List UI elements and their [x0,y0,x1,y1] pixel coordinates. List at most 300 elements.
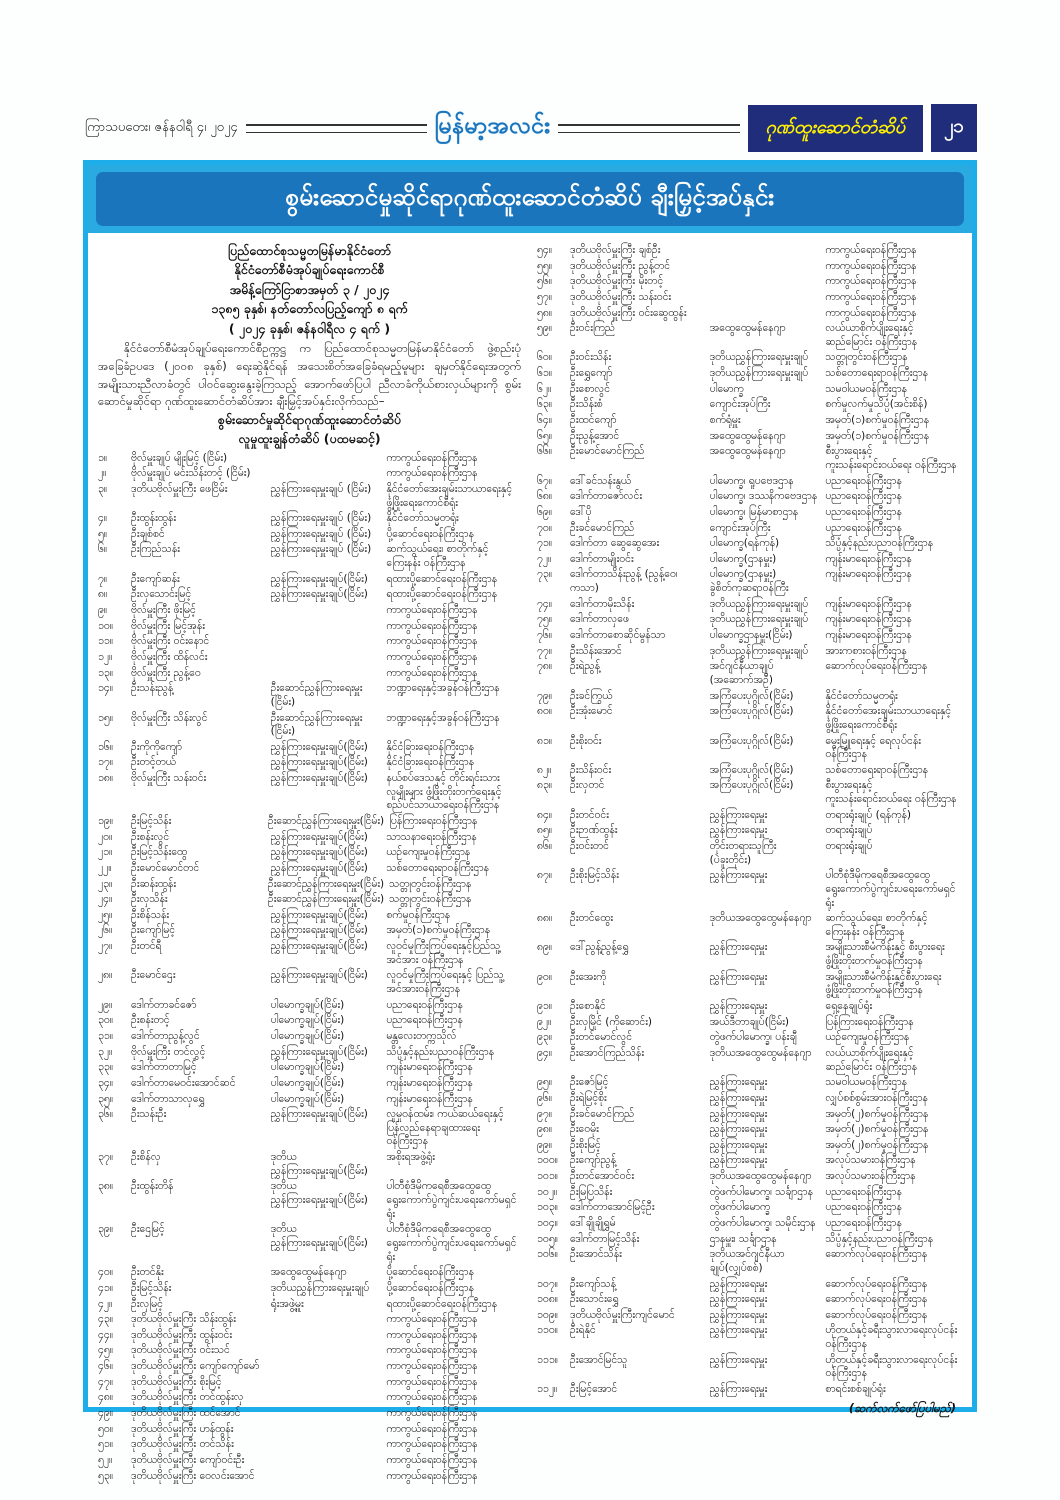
entry-name: ဦးတင်ဝင်း [570,808,609,821]
entry-department: နိုင်ငံတော်သမ္မတရုံး [825,689,898,702]
list-item [98,1077,521,1091]
list-item [537,598,960,612]
article-box [83,160,977,1482]
list-item [537,1047,960,1074]
article-title: စွမ်းဆောင်မှုဆိုင်ရာဂုဏ်ထူးဆောင်တံဆိပ် ချီးမြှင့်အပ်နှင်း [96,172,964,226]
list-item [537,1016,960,1030]
entry-name: ဒုတိယဗိုလ်မှူးကြီး ချစ်ဦး [570,244,661,256]
entry-department: အမျိုးသားစီမံကိန်းနှင့်စီးပွားရေး ဖွံ့ဖြိုးတိုးတက်မှုဝန်ကြီးဌာန [825,970,942,997]
entry-name: ဦးတင်မောင်လွင် [570,1031,633,1044]
entry-position: ဦးဆောင်ညွှန်ကြားရေးမှူး(ငြိမ်း) [267,893,385,906]
entry-position: ညွှန်ကြားရေးမှူး [709,970,768,983]
entry-name: ဦးတင်ထွေး [570,912,614,925]
entry-name: ဗိုလ်မှူးချုပ် မင်းသိန်းတင့် (ငြိမ်း) [131,467,251,480]
entry-department: ဆောက်လုပ်ရေးဝန်ကြီးဌာန [825,1308,928,1321]
entry-position: ပါမောက္ခ၊ ရူပဗေဒဌာန [709,474,794,487]
entry-department: ကျန်းမာရေးဝန်ကြီးဌာန [825,629,912,642]
entry-position: ညွှန်ကြားရေးမှူး [709,1138,768,1151]
list-item [98,772,521,813]
entry-position: အထွေထွေမန်နေဂျာ [709,445,786,458]
list-item [537,351,960,365]
entry-department: စာရင်းစစ်ချုပ်ရုံး [825,1383,886,1396]
list-item [98,1223,521,1264]
entry-position: ညွှန်ကြားရေးမှူး [709,1154,768,1167]
list-item [537,1154,960,1168]
entry-name: ဦးထင်ကျော် [570,414,617,427]
entry-number: ၇၆။ [537,629,552,642]
entry-name: ဒေါက်တာအောင်မြင့်ဦး [570,1201,655,1214]
entry-name: ဒုတိယဗိုလ်မှူးကြီး ထွန်းဝင်း [131,1328,233,1341]
entry-name: ဒုတိယဗိုလ်မှူးကြီး သိန်းထွန်း [131,1313,236,1326]
entry-number: ၂၄။ [98,893,113,906]
entry-number: ၉၂။ [537,1015,552,1028]
entry-position: ညွှန်ကြားရေးမှူး [709,1308,768,1321]
entry-number: ၄၉။ [98,1406,113,1419]
entry-department: သိပ္ပံနှင့်နည်းပညာဝန်ကြီးဌာန [386,1045,495,1058]
entry-number: ၈၉။ [537,941,553,954]
entry-number: ၅၀။ [98,1422,113,1435]
list-item [537,553,960,567]
entry-position: ညွှန်ကြားရေးမှူး [709,824,768,837]
entry-name: ဦးစန်းလွင် [131,830,170,843]
entry-position: ညွှန်ကြားရေးမှူးချုပ်(ငြိမ်း) [270,756,368,769]
entry-number: ၈၈။ [537,912,553,925]
list-item [98,893,521,907]
entry-number: ၅၆။ [537,275,552,288]
entry-department: ကာကွယ်ရေးဝန်ကြီးဌာန [386,1375,478,1388]
entry-position: ဌာနမှူး၊ သင်္ချာဌာန [709,1232,777,1245]
title-banner-band [88,165,972,233]
entry-position: ညွှန်ကြားရေးမှူးချုပ်(ငြိမ်း) [270,588,368,601]
list-item [98,1391,521,1405]
left-column [98,241,521,1485]
list-item [537,971,960,998]
entry-position: အကြံပေးပုဂ္ဂိုလ်(ငြိမ်း) [709,689,794,702]
entry-position: အထွေထွေမန်နေဂျာ [270,1266,347,1279]
entry-department: ကာကွယ်ရေးဝန်ကြီးဌာန [386,1344,478,1357]
entry-department: အမှတ်(၁)စက်မှုဝန်ကြီးဌာန [825,414,930,427]
entry-department: ပညာရေးဝန်ကြီးဌာန [825,1217,902,1229]
text-line: နိုင်ငံတော်စီမံအုပ်ချုပ်ရေးကောင်စီ [234,262,385,278]
entry-name: ဦးတင့်တယ် [131,756,176,769]
list-item [537,537,960,551]
entry-department: ပို့ဆောင်ရေးဝန်ကြီးဌာန [386,1266,474,1279]
list-item [98,1454,521,1468]
list-item [537,1383,960,1397]
entry-number: ၃၇။ [98,1151,113,1164]
entry-number: ၁၀၄။ [537,1217,558,1229]
entry-number: ၉၅။ [537,1076,552,1089]
list-item [537,414,960,428]
entry-department: ပညာရေးဝန်ကြီးဌာန [386,998,463,1011]
entry-number: ၁၁၂။ [537,1383,558,1396]
entry-name: ဗိုလ်မှူးကြီး ညွန့်ဝေ [131,666,201,679]
entry-position: ပါမောက္ခ(ရန်ကုန်) [709,537,780,550]
list-item [537,1031,960,1045]
entry-department: ရထားပို့ဆောင်ရေးဝန်ကြီးဌာန [386,1297,498,1310]
entry-department: ပြန်ကြားရေးဝန်ကြီးဌာန [389,815,478,827]
entry-position: ညွှန်ကြားရေးမှူး [709,1277,768,1290]
entry-department: စီးပွားရေးနှင့် ကူးသန်းရောင်းဝယ်ရေး ဝန်ကြီးဌာန [825,779,957,806]
entry-department: ကျန်းမာရေးဝန်ကြီးဌာန [386,1076,473,1089]
entry-position: ပါမောက္ခ၊ မြန်မာစာဌာန [709,505,799,518]
entry-name: ဦးကြည်သန်း [131,543,180,556]
entry-department: ကာကွယ်ရေးဝန်ကြီးဌာန [386,1422,478,1435]
entry-position: စက်ရုံမှူး [709,414,741,427]
list-item [537,1293,960,1307]
list-item [537,1139,960,1153]
entry-position: ညွှန်ကြားရေးမှူးချုပ် (ငြိမ်း) [270,482,372,495]
list-item [537,1076,960,1090]
entry-position: ညွှန်ကြားရေးမှူးချုပ်(ငြိမ်း) [270,740,368,753]
entry-position: ဒုတိယညွှန်ကြားရေးမှူးချုပ် [709,351,809,364]
list-item [537,869,960,910]
list-item [537,1233,960,1247]
entry-department: ရထားပို့ဆောင်ရေးဝန်ကြီးဌာန [386,588,498,601]
list-item [537,275,960,289]
entry-name: ဦးကျော်ဆန်း [131,572,180,585]
entry-name: ဦးအေးကို [570,970,607,983]
entry-name: ဒုတိယဗိုလ်မှူးကြီး ဟန်ထွန်း [131,1422,234,1435]
entry-number: ၈၅။ [537,824,553,837]
entry-position: တွဲဖက်ပါမောက္ခ [709,1201,771,1214]
honoree-list-left [98,452,521,1484]
entry-number: ၂။ [98,467,107,480]
entry-number: ၆၆။ [537,445,552,458]
entry-number: ၈၀။ [537,705,553,718]
entry-department: ကာကွယ်ရေးဝန်ကြီးဌာန [825,244,917,256]
entry-number: ၄၄။ [98,1328,113,1341]
entry-number: ၁၀၀။ [537,1154,558,1167]
entry-number: ၄၂။ [98,1297,113,1310]
entry-number: ၆။ [98,543,108,556]
entry-name: ဦးဝင်းတင် [570,839,609,852]
entry-name: ဦးသန်းညွန့် [131,682,174,695]
entry-name: ဒုတိယဗိုလ်မှူးကြီး တင်ထွန်းလှ [131,1391,244,1404]
entry-department: သမဝါယမဝန်ကြီးဌာန [825,382,907,395]
entry-number: ၂၉။ [98,998,113,1011]
list-item [537,1201,960,1215]
entry-position: ပါမောက္ခ [709,382,744,395]
entry-position: ဦးဆောင်ညွှန်ကြားရေးမှူး(ငြိမ်း) [267,877,385,890]
entry-position: အထွေထွေမန်နေဂျာ [709,429,786,442]
newspaper-masthead: မြန်မာ့အလင်း [434,113,551,139]
list-item [98,1180,521,1221]
entry-position: ညွှန်ကြားရေးမှူး [709,808,768,821]
entry-number: ၉၄။ [537,1046,552,1059]
entry-department: ကာကွယ်ရေးဝန်ကြီးဌာန [386,604,478,617]
entry-position: ညွှန်ကြားရေးမှူး [709,1107,768,1120]
entry-number: ၆၉။ [537,505,552,518]
list-item [98,1407,521,1421]
list-item [537,809,960,823]
entry-department: ဘဏ္ဍာရေးနှင့်အခွန်ဝန်ကြီးဌာန [386,682,500,695]
entry-name: ဦးအောင်မြင်သူ [570,1353,628,1366]
entry-department: ကာကွယ်ရေးဝန်ကြီးဌာန [825,259,917,272]
list-item [537,430,960,444]
entry-department: အမှတ်(၂)စက်မှုဝန်ကြီးဌာန [825,1107,929,1120]
list-item [98,1344,521,1358]
list-item [98,452,521,466]
entry-name: ဦးတင်ရီ [131,940,162,953]
list-item [98,528,521,542]
entry-number: ၁၀၈။ [537,1293,558,1306]
entry-number: ၈၁။ [537,734,553,747]
entry-number: ၁၁၀။ [537,1324,558,1337]
entry-number: ၁၂။ [98,650,113,663]
list-item [537,735,960,762]
list-item [537,1309,960,1323]
entry-department: မွေးမြူရေးနှင့် ရေလုပ်ငန်းဝန်ကြီးဌာန [825,734,921,761]
entry-name: ဦးမြင့်သိန်း [131,815,172,827]
list-item [537,1324,960,1351]
entry-name: ဒေါက်တာမြင့်သိန်း [570,1232,640,1245]
entry-number: ၃၁။ [98,1029,113,1042]
entry-number: ၅၂။ [98,1453,113,1466]
entry-position: ဒုတိယညွှန်ကြားရေးမှူးချုပ် [709,644,809,657]
entry-position: တိုင်းတရားသူကြီး (ပဲခူးတိုင်း) [709,839,777,866]
entry-department: လယ်ယာစိုက်ပျိုးရေးနှင့် ဆည်မြောင်း ဝန်ကြီးဌာန [825,1046,918,1073]
entry-name: ဦးခင်မောင်ကြည် [570,521,635,534]
entry-number: ၁၆။ [98,740,113,753]
entry-number: ၅၁။ [98,1438,113,1451]
entry-department: ကာကွယ်ရေးဝန်ကြီးဌာန [386,1469,478,1482]
entry-name: ဦးဝင်းသိန်း [570,351,612,364]
entry-position: ညွှန်ကြားရေးမှူးချုပ်(ငြိမ်း) [270,861,368,874]
entry-name: ဦးမြင့်အောင် [570,1383,618,1396]
entry-position: ဒုတိယညွှန်ကြားရေးမှူးချုပ် [709,597,809,610]
entry-number: ၇၃။ [537,568,552,581]
entry-position: ဦးဆောင်ညွှန်ကြားရေးမှူး(ငြိမ်း) [267,815,385,827]
entry-department: သတ္တုတွင်းဝန်ကြီးဌာန [825,351,908,364]
list-item [537,445,960,472]
entry-name: ဦးစောနိုင် [570,1000,606,1013]
text-line: စွမ်းဆောင်မှုဆိုင်ရာဂုဏ်ထူးဆောင်တံဆိပ် [217,412,402,428]
entry-number: ၇၈။ [537,660,553,673]
entry-name: ဦးထွန်းထွန်း [131,512,176,525]
entry-department: ဆောက်လုပ်ရေးဝန်ကြီးဌာန [825,1248,928,1261]
entry-position: ပါမောက္ခချုပ်(ငြိမ်း) [270,1061,345,1074]
entry-name: ဦးလှသိန်း [131,893,168,906]
entry-department: ကာကွယ်ရေးဝန်ကြီးဌာန [386,451,478,464]
page-number: ၂၁ [931,104,977,152]
entry-number: ၉။ [98,604,108,617]
entry-department: စက်မှုလက်မှုသိပ္ပံ(အင်းစိန်) [825,398,928,411]
entry-department: ရှေ့နေချုပ်ရုံး [825,1000,873,1013]
entry-number: ၇၅။ [537,613,552,626]
entry-position: ညွှန်ကြားရေးမှူးချုပ်(ငြိမ်း) [270,772,368,785]
entry-name: ဦးချစ်စင် [131,527,165,540]
list-item [537,244,960,258]
entry-number: ၂၁။ [98,846,113,859]
entry-name: ဒုတိယဗိုလ်မှူးကြီး ညွန့်တင် [570,259,671,272]
entry-position: တွဲဖက်ပါမောက္ခ၊ သမိုင်းဌာန [709,1217,816,1229]
entry-name: ဒုတိယဗိုလ်မှူးကြီး ထင်အောင် [131,1406,241,1419]
entry-number: ၂၇။ [98,940,113,953]
entry-position: ဒုတိယအထွေထွေမန်နေဂျာ [709,1170,812,1183]
list-item [537,367,960,381]
entry-number: ၆၇။ [537,474,552,487]
entry-number: ၆၄။ [537,414,552,427]
text-line: အမိန့်ကြော်ငြာစာအမှတ် ၃ / ၂၀၂၄ [229,281,390,297]
text-line: လူမှုထူးချွန်တံဆိပ် (ပထမဆင့်) [238,430,381,446]
entry-number: ၁၃။ [98,666,113,679]
list-item [537,1170,960,1184]
entry-name: ဒုတိယဗိုလ်မှူးကြီး ဝေလင်းအောင် [131,1469,255,1482]
entry-name: ဦးမြင့်သိန်းထွေ [131,846,188,859]
entry-position: အယ်ဒီတာချုပ်(ငြိမ်း) [709,1015,790,1028]
entry-name: ဦးညွန့်အောင် [570,429,620,442]
entry-position: ဒုတိယညွှန်ကြားရေးမှူးချုပ် [270,1281,370,1294]
entry-number: ၉၁။ [537,1000,552,1013]
entry-department: ကျန်းမာရေးဝန်ကြီးဌာန [825,597,912,610]
entry-number: ၁၁။ [98,635,113,648]
entry-number: ၉၆။ [537,1091,552,1104]
entry-position: ညွှန်ကြားရေးမှူးချုပ် (ငြိမ်း) [270,543,372,556]
entry-department: ပညာရေးဝန်ကြီးဌာန [825,474,902,487]
entry-number: ၇၀။ [537,521,552,534]
list-item [98,909,521,923]
entry-department: အမှတ်(၂)စက်မှုဝန်ကြီးဌာန [825,1138,929,1151]
entry-department: ပါတီစုံဒီမိုကရေစီအထွေထွေ ရွေးကောက်ပွဲကျင်းပရေးကော်မရှင်ရုံး [386,1223,517,1263]
entry-department: ကျန်းမာရေးဝန်ကြီးဌာန [386,1061,473,1074]
entry-department: သစ်တောရေးရာဝန်ကြီးဌာန [386,861,489,874]
entry-department: ပို့ဆောင်ရေးဝန်ကြီးဌာန [386,1281,474,1294]
entry-position: ညွှန်ကြားရေးမှူးချုပ်(ငြိမ်း) [270,924,368,937]
list-item [537,1123,960,1137]
entry-name: ဒေါ်ပို [570,505,592,518]
entry-department: ပညာရေးဝန်ကြီးဌာန [825,521,902,534]
list-item [537,1217,960,1231]
entry-number: ၄။ [98,512,108,525]
entry-number: ၂၃။ [98,877,113,890]
entry-department: ပညာရေးဝန်ကြီးဌာန [825,1185,902,1198]
entry-number: ၃၃။ [98,1061,113,1074]
entry-position: ညွှန်ကြားရေးမှူး [709,1123,768,1136]
entry-name: ဒုတိယဗိုလ်မှူးကြီး ဝင်းသင် [131,1344,230,1357]
entry-department: ဆောက်လုပ်ရေးဝန်ကြီးဌာန [825,1277,928,1290]
list-item [98,846,521,860]
entry-position: ပါမောက္ခချုပ်(ငြိမ်း) [270,998,345,1011]
list-item [537,1092,960,1106]
entry-position: ဒုတိယအထွေထွေမန်နေဂျာ [709,912,812,925]
text-line: ၁၃၈၅ ခုနှစ်၊ နတ်တော်လပြည့်ကျော် ၈ ရက် [211,301,408,317]
entry-department: ဟိုတယ်နှင့်ခရီးသွားလာရေးလုပ်ငန်း ဝန်ကြီးဌာန [825,1353,958,1380]
list-item [537,1278,960,1292]
entry-department: စီးပွားရေးနှင့် ကူးသန်းရောင်းဝယ်ရေး ဝန်ကြီးဌာန [825,445,957,471]
entry-position: ပါမောက္ခ(ဌာနမှူး) [709,552,777,565]
entry-number: ၆၀။ [537,351,552,364]
entry-department: ကာကွယ်ရေးဝန်ကြီးဌာန [825,306,917,319]
list-item [98,483,521,510]
entry-position: ရုံးအဖွဲ့မှူး [270,1297,304,1310]
entry-name: ဒေါက်တာဇော်လင်း [570,490,642,503]
entry-number: ၇၄။ [537,597,552,610]
entry-name: ဗိုလ်မှူးချုပ် မျိုးမြင့် (ငြိမ်း) [131,451,228,464]
notice-heading [98,241,521,338]
entry-name: ဦးဉာဏ်ထွန်း [570,824,618,837]
entry-position: ညွှန်ကြားရေးမှူး [709,1091,768,1104]
list-item [537,912,960,939]
entry-number: ၂၀။ [98,830,113,843]
entry-number: ၉၇။ [537,1107,552,1120]
entry-position: ညွှန်ကြားရေးမှူး [709,1076,768,1089]
entry-name: ဦးစိန်သန်း [131,908,170,921]
entry-name: ဒုတိယဗိုလ်မှူးကြီး ဝင်းဆွေထွန်း [570,306,687,319]
entry-name: ဦးစိုးဝင်း [570,734,602,747]
entry-name: ဦးမောင်မောင်ကြည် [570,445,645,458]
entry-number: ၂၈။ [98,969,113,982]
header-rule-left [246,124,427,133]
entry-department: ကာကွယ်ရေးဝန်ကြီးဌာန [386,467,478,480]
entry-name: ဦးမြပြသိန်း [570,1185,613,1198]
entry-position: ညွှန်ကြားရေးမှူးချုပ်(ငြိမ်း) [270,846,368,859]
entry-position: ညွှန်ကြားရေးမှူး [709,1353,768,1366]
entry-department: လူဝင်မှုကြီးကြပ်ရေးနှင့် ပြည်သူ့ အင်အားဝန်ကြီးဌာန [386,969,504,996]
entry-position: ညွှန်ကြားရေးမှူးချုပ်(ငြိမ်း) [270,1045,368,1058]
entry-department: လျှပ်စစ်စွမ်းအားဝန်ကြီးဌာန [825,1091,928,1104]
list-item [537,1354,960,1381]
entry-position: တွဲဖက်ပါမောက္ခ၊ သင်္ချာဌာန [709,1185,813,1198]
list-item [537,398,960,412]
list-item [98,1266,521,1280]
entry-number: ၃၂။ [98,1045,113,1058]
entry-position: ညွှန်ကြားရေးမှူးချုပ်(ငြိမ်း) [270,940,368,953]
entry-department: သစ်တောရေးရာဝန်ကြီးဌာန [825,367,928,380]
entry-number: ၈၂။ [537,763,552,776]
entry-department: နိုင်ငံတော်သမ္မတရုံး [386,512,459,525]
entry-department: အမှတ်(၂)စက်မှုဝန်ကြီးဌာန [825,1123,929,1136]
entry-department: ကာကွယ်ရေးဝန်ကြီးဌာန [386,619,478,632]
entry-number: ၇။ [98,572,108,585]
list-item [537,383,960,397]
entry-position: အထွေထွေမန်နေဂျာ [709,322,786,335]
entry-number: ၂၆။ [98,924,113,937]
entry-number: ၁၀၉။ [537,1308,558,1321]
entry-name: ဦးမြင့်သိန်း [131,1281,172,1294]
entry-position: ဦးဆောင်ညွှန်ကြားရေးမှူး (ငြိမ်း) [270,682,363,708]
list-item [537,660,960,687]
entry-number: ၅၄။ [537,244,552,256]
entry-number: ၉၈။ [537,1123,553,1136]
entry-department: ကာကွယ်ရေးဝန်ကြီးဌာန [386,1406,478,1419]
entry-name: ဦးလှမြင့် [131,1297,163,1310]
entry-number: ၄၈။ [98,1391,114,1404]
entry-number: ၈၃။ [537,779,553,792]
entry-position: ညွှန်ကြားရေးမှူးချုပ်(ငြိမ်း) [270,969,368,982]
entry-position: ညွှန်ကြားရေးမှူး [709,869,768,882]
list-item [537,840,960,867]
entry-name: ဦးကိုကိုကျော် [131,740,182,753]
entry-number: ၁၀။ [98,619,113,632]
entry-department: အမှတ်(၁)စက်မှုဝန်ကြီးဌာန [386,924,491,937]
entry-number: ၅၅။ [537,259,552,272]
entry-department: အစိုးရအဖွဲ့ရုံး [386,1151,435,1164]
entry-position: ညွှန်ကြားရေးမှူးချုပ်(ငြိမ်း) [270,572,368,585]
entry-department: သမဝါယမဝန်ကြီးဌာန [825,1076,907,1089]
entry-department: ပြန်ကြားရေးဝန်ကြီးဌာန [825,1015,914,1028]
entry-department: ဟိုတယ်နှင့်ခရီးသွားလာရေးလုပ်ငန်း ဝန်ကြီးဌာန [825,1324,958,1351]
list-item [98,573,521,587]
entry-department: ကာကွယ်ရေးဝန်ကြီးဌာန [386,666,478,679]
entry-position: ညွှန်ကြားရေးမှူးချုပ်(ငြိမ်း) [270,830,368,843]
entry-name: ဒေါက်တာလှဖေ [570,613,629,626]
entry-name: ဗိုလ်မှူးကြီး ဝင်းနောင် [131,635,210,648]
entry-department: ပညာရေးဝန်ကြီးဌာန [825,1201,902,1214]
list-item [537,645,960,659]
entry-department: ယဉ်ကျေးမှုဝန်ကြီးဌာန [386,846,471,859]
list-item [98,999,521,1013]
